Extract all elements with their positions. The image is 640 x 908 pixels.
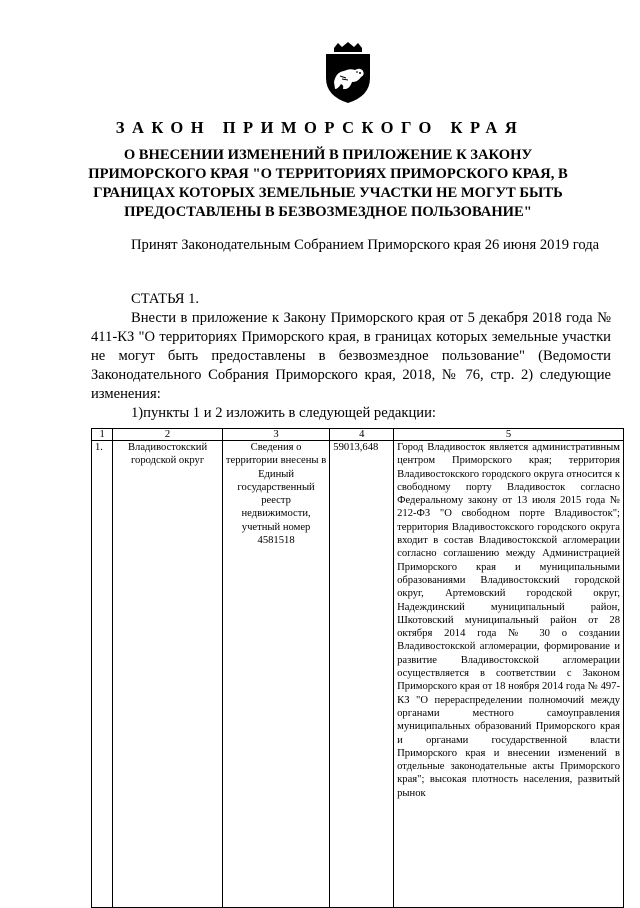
territory-table	[91, 428, 624, 908]
article-text: Внести в приложение к Закону Приморского края от 5 декабря 2018 года № 411-КЗ "О территориях Приморского края, в границах которых земельные участки не могут быть предоставлены в безвозмездное пользование" (Ведомости Законодательного Собрания Приморского края, 2018, № 76, стр. 2) следующие изменения:	[91, 310, 611, 402]
table-row	[92, 441, 624, 908]
table-header-row	[92, 429, 624, 441]
article-item-1: 1)пункты 1 и 2 изложить в следующей редакции:	[131, 405, 436, 421]
row-area: 59013,648	[330, 441, 394, 908]
article-heading: СТАТЬЯ 1.	[131, 291, 200, 307]
coat-of-arms-icon	[322, 42, 374, 104]
row-description: Город Владивосток является административным центром Приморского края; территория Владивостокского городского округа относится к свободному порту Владивосток согласно Федеральному закону от 13 июля 2015 года № 212-ФЗ "О свободном порте Владивосток"; территория Владивостокского городского округа входит в состав Владивостокской агломерации согласно соглашению между Администрацией Приморского края и муниципальными образованиями Владивостокский городской округ, Артемовский городской округ, Надеждинский муниципальный район, Шкотовский муниципальный район от 28 октября 2014 года № 30 о создании Владивостокской агломерации, формирование и развитие Владивостокской агломерации осуществляется в соответствии с Законом Приморского края от 18 ноября 2014 года № 497-КЗ "О перераспределении полномочий между органами местного самоуправления муниципальных образований Приморского края и органами государственной власти Приморского края и внесении изменений в отдельные законодательные акты Приморского края"; высокая плотность населения, развитый рынок	[394, 441, 624, 908]
row-number: 1.	[92, 441, 113, 908]
table-header-cell: 1	[92, 429, 113, 441]
table-header-cell: 2	[113, 429, 223, 441]
document-title: ЗАКОН ПРИМОРСКОГО КРАЯ	[115, 118, 525, 137]
adoption-note: Принят Законодательным Собранием Приморского края 26 июня 2019 года	[131, 237, 600, 253]
table-header-cell: 4	[330, 429, 394, 441]
row-territory-name: Владивостокский городской округ	[113, 441, 223, 908]
table-header-cell: 5	[394, 429, 624, 441]
table-header-cell: 3	[222, 429, 329, 441]
document-subtitle: О ВНЕСЕНИИ ИЗМЕНЕНИЙ В ПРИЛОЖЕНИЕ К ЗАКОНУ ПРИМОРСКОГО КРАЯ "О ТЕРРИТОРИЯХ ПРИМОРСКОГО КРАЯ, В ГРАНИЦАХ КОТОРЫХ ЗЕМЕЛЬНЫЕ УЧАСТКИ НЕ МОГУТ БЫТЬ ПРЕДОСТАВЛЕНЫ В БЕЗВОЗМЕЗДНОЕ ПОЛЬЗОВАНИЕ"	[88, 147, 568, 220]
row-registry-info: Сведения о территории внесены в Единый государственный реестр недвижимости, учетный номер 4581518	[222, 441, 329, 908]
